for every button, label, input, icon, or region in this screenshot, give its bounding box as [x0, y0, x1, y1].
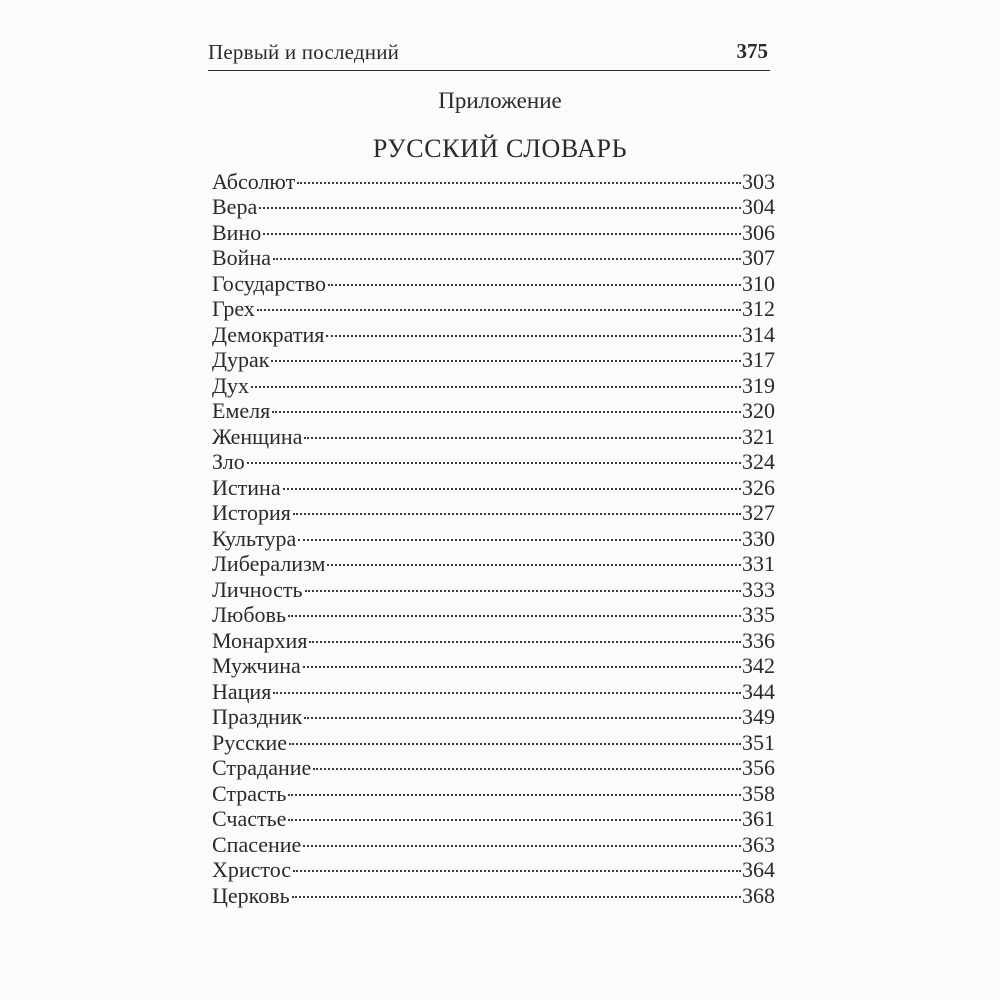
toc-entry-page: 344: [742, 678, 775, 704]
toc-entry: [212, 291, 775, 321]
toc-entry-page: 304: [742, 194, 775, 219]
dot-leader: [309, 622, 741, 648]
dot-leader: [247, 444, 741, 470]
toc-entry-term: Страдание: [212, 755, 312, 780]
toc-entry: [212, 189, 775, 219]
toc-entry: [212, 826, 775, 857]
dot-leader: [288, 801, 741, 827]
dot-leader: [304, 699, 741, 725]
toc-entry-term: Счастье: [212, 806, 287, 831]
toc-entry: [212, 418, 775, 449]
toc-entry-term: Либерализм: [212, 551, 326, 576]
toc-entry-page: 335: [742, 602, 775, 627]
toc-entry-page: 310: [742, 270, 775, 296]
dot-leader: [303, 826, 741, 852]
dictionary-title-text: РУССКИЙ СЛОВАРЬ: [372, 134, 628, 163]
dot-leader: [292, 877, 741, 903]
toc-entry-page: 307: [742, 245, 775, 270]
toc-entry-term: Монархия: [212, 627, 308, 653]
toc-entry-page: 368: [742, 882, 775, 908]
toc-entry-term: Вино: [212, 219, 262, 245]
toc-entry: [212, 750, 775, 780]
toc-entry-term: Праздник: [212, 704, 303, 729]
toc-entry-term: Демократия: [212, 321, 325, 347]
toc-entry: [212, 622, 775, 653]
toc-entry: [212, 240, 775, 270]
dot-leader: [293, 495, 741, 521]
toc-entry-term: Истина: [212, 474, 281, 500]
table-of-contents: [212, 163, 775, 908]
toc-entry-term: Личность: [212, 576, 303, 602]
dot-leader: [304, 418, 741, 444]
toc-entry-page: 326: [742, 474, 775, 500]
toc-entry: [212, 877, 775, 908]
toc-entry-page: 317: [742, 347, 775, 372]
toc-entry-page: 358: [742, 780, 775, 806]
toc-entry: [212, 775, 775, 806]
toc-entry-term: Война: [212, 245, 271, 270]
toc-entry-page: 314: [742, 321, 775, 347]
toc-entry-page: 351: [742, 729, 775, 755]
toc-entry: [212, 393, 775, 423]
toc-entry: [212, 673, 775, 704]
toc-entry-term: Зло: [212, 449, 245, 474]
dot-leader: [273, 673, 741, 699]
toc-entry: [212, 597, 775, 627]
toc-entry-term: Государство: [212, 270, 326, 296]
toc-entry-term: Мужчина: [212, 653, 301, 678]
toc-entry-term: Спасение: [212, 831, 302, 857]
toc-entry-term: Емеля: [212, 398, 271, 423]
toc-entry: [212, 699, 775, 729]
toc-entry-page: 319: [742, 372, 775, 398]
dictionary-title: [0, 134, 1000, 164]
toc-entry-term: Вера: [212, 194, 258, 219]
toc-entry-term: Любовь: [212, 602, 286, 627]
toc-entry-page: 306: [742, 219, 775, 245]
toc-entry: [212, 520, 775, 551]
dot-leader: [327, 546, 741, 572]
toc-entry: [212, 724, 775, 755]
section-title: [0, 88, 1000, 114]
dot-leader: [313, 750, 741, 776]
toc-entry-page: 336: [742, 627, 775, 653]
toc-entry-term: Церковь: [212, 882, 290, 908]
toc-entry-page: 327: [742, 500, 775, 525]
dot-leader: [328, 265, 741, 291]
toc-entry: [212, 852, 775, 882]
toc-entry-page: 342: [742, 653, 775, 678]
toc-entry-term: Русские: [212, 729, 287, 755]
toc-entry: [212, 495, 775, 525]
toc-entry-term: Дух: [212, 372, 250, 398]
toc-entry-page: 312: [742, 296, 775, 321]
toc-entry-term: Дурак: [212, 347, 270, 372]
dot-leader: [272, 393, 741, 419]
dot-leader: [303, 648, 741, 674]
toc-entry-page: 349: [742, 704, 775, 729]
toc-entry-term: Культура: [212, 525, 297, 551]
dot-leader: [283, 469, 741, 495]
toc-entry-term: Страсть: [212, 780, 287, 806]
toc-entry: [212, 214, 775, 245]
toc-entry-page: 333: [742, 576, 775, 602]
section-title-text: Приложение: [438, 88, 562, 113]
toc-entry: [212, 163, 775, 194]
dot-leader: [288, 597, 741, 623]
toc-entry-page: 356: [742, 755, 775, 780]
toc-entry-page: 320: [742, 398, 775, 423]
toc-entry: [212, 265, 775, 296]
toc-entry-page: 324: [742, 449, 775, 474]
toc-entry: [212, 801, 775, 831]
toc-entry-term: Женщина: [212, 423, 303, 449]
dot-leader: [273, 240, 741, 266]
dot-leader: [293, 852, 741, 878]
dot-leader: [288, 775, 741, 801]
toc-entry-page: 330: [742, 525, 775, 551]
running-title: Первый и последний: [208, 40, 400, 64]
toc-entry-page: 321: [742, 423, 775, 449]
dot-leader: [297, 163, 741, 189]
toc-entry-page: 361: [742, 806, 775, 831]
toc-entry-page: 303: [742, 168, 775, 194]
dot-leader: [259, 189, 741, 215]
dot-leader: [263, 214, 741, 240]
running-header: [208, 36, 770, 71]
toc-entry: [212, 444, 775, 474]
toc-entry-term: Нация: [212, 678, 272, 704]
toc-entry-term: История: [212, 500, 291, 525]
toc-entry-term: Грех: [212, 296, 255, 321]
dot-leader: [257, 291, 741, 317]
toc-entry-page: 331: [742, 551, 775, 576]
toc-entry-term: Абсолют: [212, 168, 296, 194]
dot-leader: [326, 316, 741, 342]
dot-leader: [289, 724, 741, 750]
dot-leader: [251, 367, 741, 393]
toc-entry: [212, 316, 775, 347]
page-number: 375: [736, 39, 768, 63]
dot-leader: [305, 571, 742, 597]
dot-leader: [298, 520, 741, 546]
dot-leader: [271, 342, 741, 368]
toc-entry: [212, 469, 775, 500]
toc-entry-page: 363: [742, 831, 775, 857]
toc-entry: [212, 342, 775, 372]
toc-entry-term: Христос: [212, 857, 292, 882]
toc-entry: [212, 367, 775, 398]
toc-entry-page: 364: [742, 857, 775, 882]
